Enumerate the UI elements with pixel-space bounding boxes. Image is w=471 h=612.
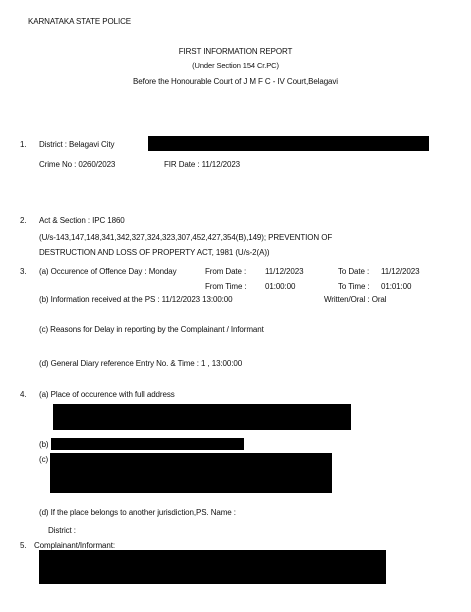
place-c-label: (c): [39, 455, 49, 464]
from-time-value: 01:00:00: [265, 282, 296, 291]
section-2-number: 2.: [20, 216, 27, 225]
district-field: District : Belagavi City: [39, 140, 115, 149]
redaction-bar: [51, 438, 244, 450]
court-line: Before the Honourable Court of J M F C - IV Court,Belagavi: [133, 77, 338, 86]
redaction-bar: [53, 404, 351, 430]
redaction-bar: [50, 453, 332, 493]
information-received: (b) Information received at the PS : 11/12/2023 13:00:00: [39, 295, 233, 304]
general-diary-reference: (d) General Diary reference Entry No. & Time : 1 , 13:00:00: [39, 359, 243, 368]
from-date-value: 11/12/2023: [265, 267, 304, 276]
act-section-detail-1: (U/s-143,147,148,341,342,327,324,323,307,452,427,354(B),149); PREVENTION OF: [39, 233, 333, 242]
delay-reasons: (c) Reasons for Delay in reporting by the Complainant / Informant: [39, 325, 264, 334]
redaction-bar: [39, 550, 386, 584]
act-section: Act & Section : IPC 1860: [39, 216, 125, 225]
section-4-number: 4.: [20, 390, 27, 399]
to-time-label: To Time :: [338, 282, 370, 291]
section-5-number: 5.: [20, 541, 27, 550]
occurrence-day: (a) Occurence of Offence Day : Monday: [39, 267, 177, 276]
agency-name: KARNATAKA STATE POLICE: [28, 17, 132, 26]
complainant-label: Complainant/Informant:: [34, 541, 115, 550]
to-time-value: 01:01:00: [381, 282, 412, 291]
act-section-detail-2: DESTRUCTION AND LOSS OF PROPERTY ACT, 1981 (U/s-2(A)): [39, 248, 270, 257]
fir-date: FIR Date : 11/12/2023: [164, 160, 241, 169]
from-time-label: From Time :: [205, 282, 247, 291]
place-b-label: (b): [39, 440, 49, 449]
written-oral: Written/Oral : Oral: [324, 295, 387, 304]
report-subtitle: (Under Section 154 Cr.PC): [192, 61, 279, 70]
place-of-occurrence: (a) Place of occurence with full address: [39, 390, 175, 399]
from-date-label: From Date :: [205, 267, 247, 276]
crime-number: Crime No : 0260/2023: [39, 160, 116, 169]
jurisdiction-district: District :: [48, 526, 76, 535]
report-title: FIRST INFORMATION REPORT: [178, 47, 293, 56]
section-3-number: 3.: [20, 267, 27, 276]
other-jurisdiction: (d) If the place belongs to another jurisdiction,PS. Name :: [39, 508, 236, 517]
to-date-value: 11/12/2023: [381, 267, 420, 276]
section-1-number: 1.: [20, 140, 27, 149]
redaction-bar: [148, 136, 429, 151]
to-date-label: To Date :: [338, 267, 370, 276]
